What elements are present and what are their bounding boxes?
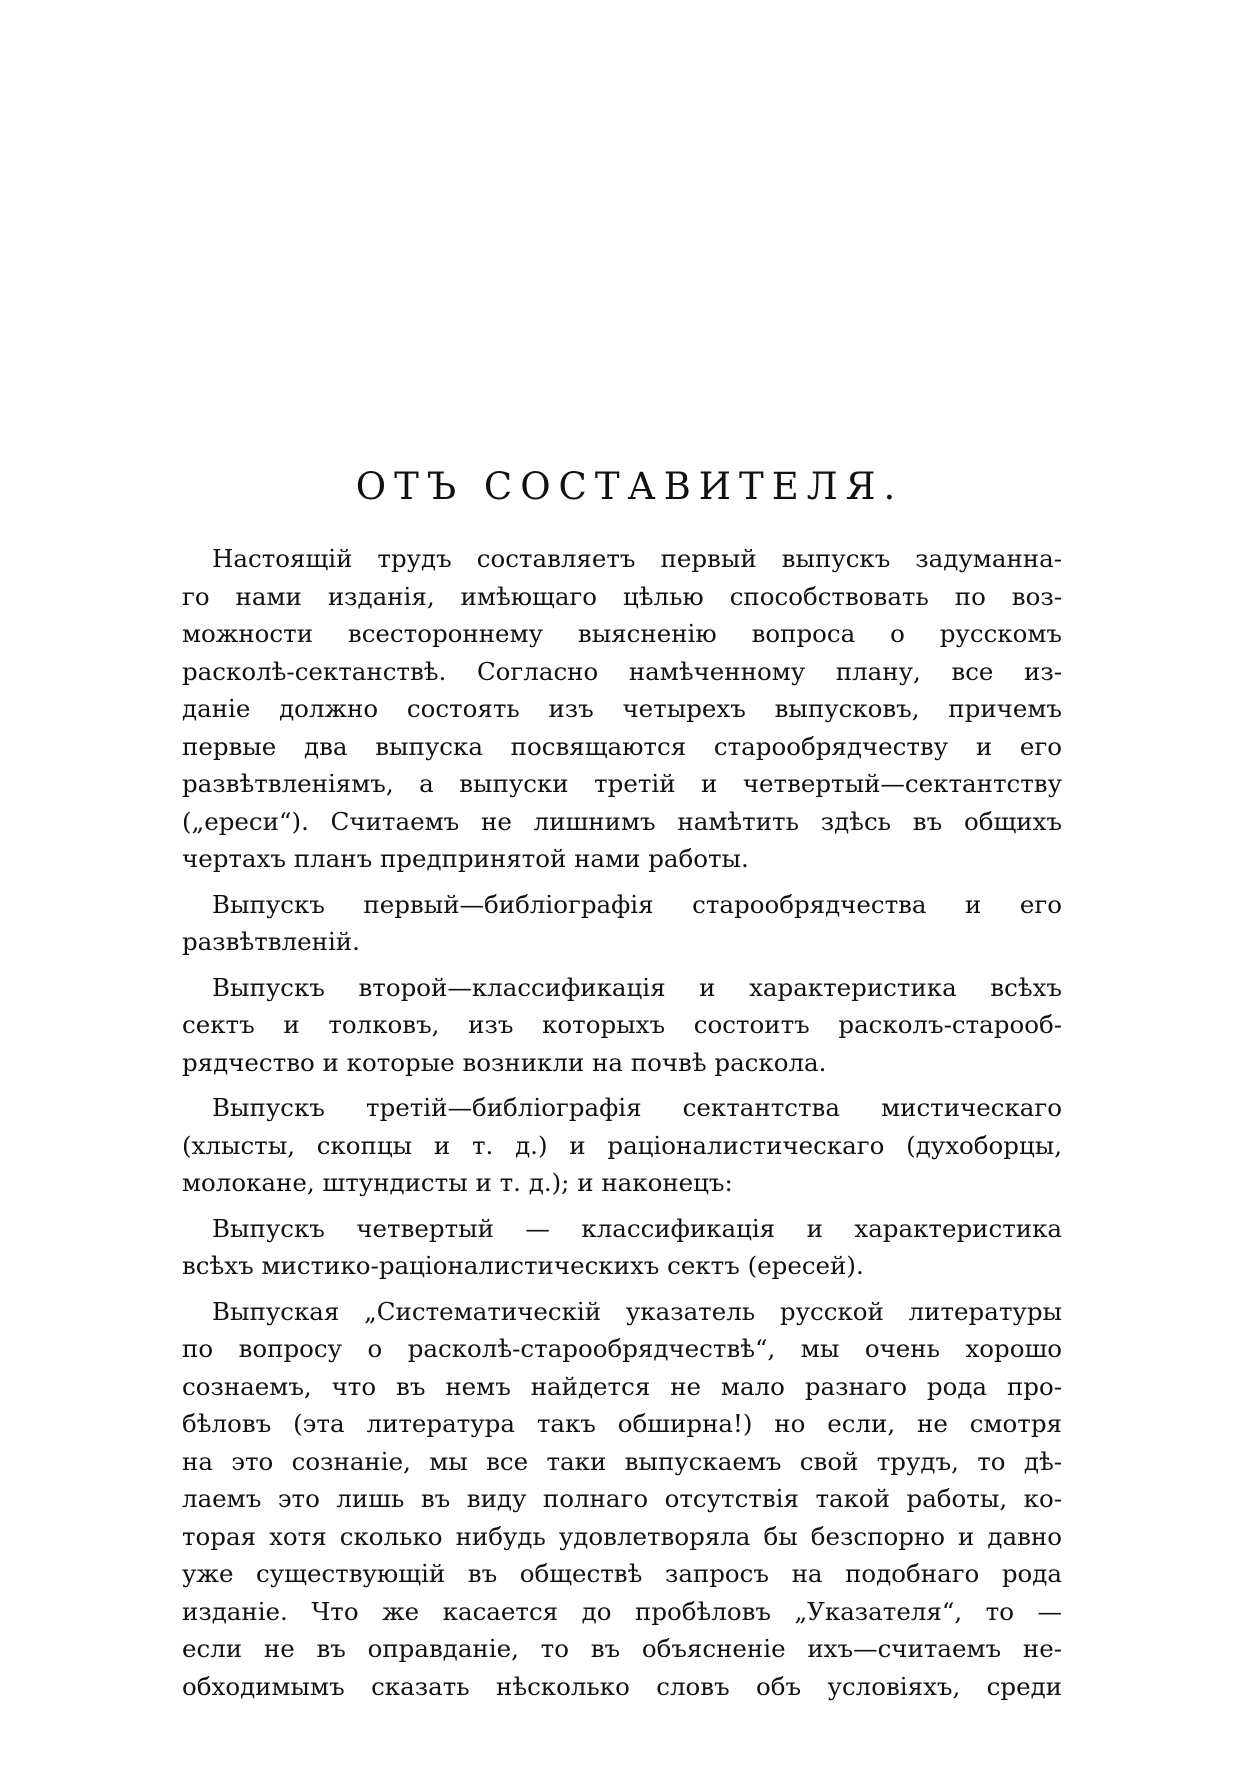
text-line: Настоящій трудъ составляетъ первый выпускъ задуманна- [212, 544, 1062, 573]
text-line: развѣтвленій. [182, 927, 360, 956]
text-line: обходимымъ сказать нѣсколько словъ объ условіяхъ, среди [182, 1671, 1062, 1701]
paragraph [182, 969, 1062, 1082]
text-line: чертахъ планъ предпринятой нами работы. [182, 844, 749, 873]
text-line: Выпуская „Систематическій указатель русской литературы [212, 1296, 1062, 1326]
text-line: сознаемъ, что въ немъ найдется не мало разнаго рода про- [182, 1371, 1062, 1401]
paragraph [182, 1089, 1062, 1202]
text-line: молокане, штундисты и т. д.); и наконецъ: [182, 1168, 733, 1197]
text-line: изданіе. Что же касается до пробѣловъ „Указателя“, то — [182, 1596, 1062, 1626]
text-line: даніе должно состоять изъ четырехъ выпусковъ, причемъ [182, 694, 1062, 723]
text-line: сектъ и толковъ, изъ которыхъ состоитъ расколъ-старооб- [182, 1010, 1062, 1039]
text-line: на это сознаніе, мы все таки выпускаемъ свой трудъ, то дѣ- [182, 1446, 1062, 1476]
text-line: Выпускъ четвертый — классификація и характеристика [212, 1213, 1062, 1243]
text-line: („ереси“). Считаемъ не лишнимъ намѣтить здѣсь въ общихъ [182, 806, 1062, 836]
text-line: можности всестороннему выясненію вопроса о русскомъ [182, 619, 1062, 648]
text-line: го нами изданія, имѣющаго цѣлью способствовать по воз- [182, 581, 1062, 611]
text-line: расколѣ-сектанствѣ. Согласно намѣченному плану, все из- [182, 656, 1062, 686]
preface-text [182, 540, 1062, 1713]
paragraph [182, 1210, 1062, 1285]
text-line: Выпускъ третій—библіографія сектантства мистическаго [212, 1093, 1062, 1122]
paragraph [182, 886, 1062, 961]
text-line: всѣхъ мистико-раціоналистическихъ сектъ (ересей). [182, 1251, 864, 1280]
text-line: развѣтвленіямъ, а выпуски третій и четвертый—сектантству [182, 769, 1062, 798]
text-line: рядчество и которые возникли на почвѣ раскола. [182, 1047, 827, 1077]
text-line: Выпускъ первый—библіографія старообрядчества и его [212, 889, 1062, 919]
paragraph [182, 1293, 1062, 1706]
text-line: Выпускъ второй—классификація и характеристика всѣхъ [212, 972, 1062, 1002]
text-line: (хлысты, скопцы и т. д.) и раціоналистическаго (духоборцы, [182, 1130, 1062, 1160]
text-line: если не въ оправданіе, то въ объясненіе ихъ—считаемъ не- [182, 1634, 1062, 1663]
text-line: бѣловъ (эта литература такъ обширна!) но если, не смотря [182, 1409, 1062, 1438]
text-line: уже существующій въ обществѣ запросъ на подобнаго рода [182, 1559, 1062, 1588]
paragraph [182, 540, 1062, 878]
text-line: торая хотя сколько нибудь удовлетворяла бы безспорно и давно [182, 1521, 1062, 1551]
text-line: по вопросу о расколѣ-старообрядчествѣ“, мы очень хорошо [182, 1334, 1062, 1363]
text-line: первые два выпуска посвящаются старообрядчеству и его [182, 731, 1062, 761]
text-line: лаемъ это лишь въ виду полнаго отсутствія такой работы, ко- [182, 1484, 1062, 1513]
page-title: ОТЪ СОСТАВИТЕЛЯ. [355, 465, 904, 508]
